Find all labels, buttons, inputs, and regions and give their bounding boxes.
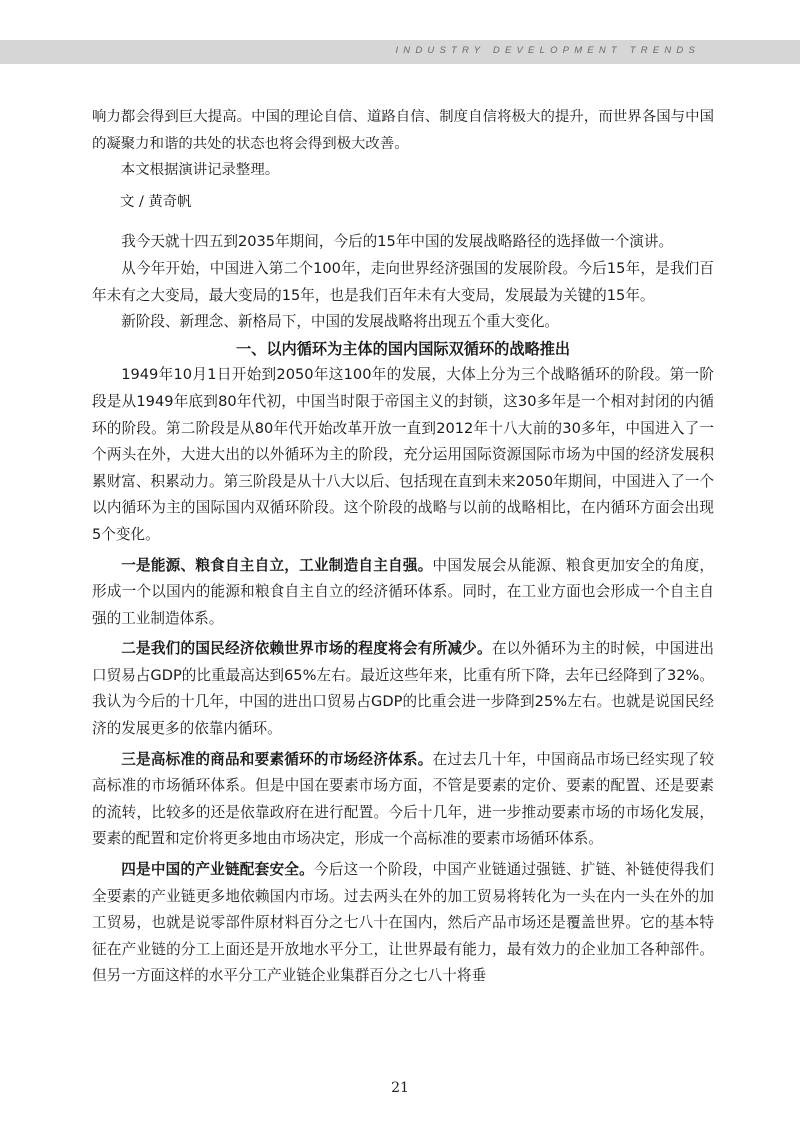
source-note: 本文根据演讲记录整理。 [120, 162, 280, 179]
paragraph-change-3 [92, 747, 714, 853]
change-2-lead: 二是我们的国民经济依赖世界市场的程度将会有所减少。 [121, 640, 492, 658]
change-3-lead: 三是高标准的商品和要素循环的市场经济体系。 [121, 750, 433, 768]
change-3-text: 在过去几十年，中国商品市场已经实现了较高标准的市场循环体系。但是中国在要素市场方面，不管是要素的定价、要素的配置、还是要素的流转，比较多的还是依靠政府在进行配置。今后十几年，进一步推动要素市场的市场化发展，要素的配置和定价将更多地由市场决定，形成一个高标准的要素市场循环体系。 [92, 750, 714, 848]
change-1-lead: 一是能源、粮食自主自立，工业制造自主自强。 [121, 556, 433, 574]
change-2-text: 在以外循环为主的时候，中国进出口贸易占GDP的比重最高达到65%左右。最近这些年来，比重有所下降，去年已经降到了32%。我认为今后的十几年，中国的进出口贸易占GDP的比重会进一步降到25%左右。也就是说国民经济的发展更多的依靠内循环。 [92, 640, 714, 738]
running-title: INDUSTRY DEVELOPMENT TRENDS [395, 45, 700, 56]
change-1-text: 中国发展会从能源、粮食更加安全的角度，形成一个以国内的能源和粮食自主自立的经济循环体系。同时，在工业方面也会形成一个自主自强的工业制造体系。 [92, 556, 714, 627]
paragraph-change-2 [92, 636, 714, 742]
paragraph-change-1 [92, 553, 714, 633]
section-heading: 一、以内循环为主体的国内国际双循环的战略推出 [235, 339, 571, 358]
paragraph-change-4 [92, 857, 714, 990]
article-body [92, 104, 714, 990]
paragraph-new-century: 从今年开始，中国进入第二个100年，走向世界经济强国的发展阶段。今后15年，是我们百年未有之大变局，最大变局的15年，也是我们百年未有大变局，发展最为关键的15年。 [92, 259, 714, 304]
paragraph-five-changes: 新阶段、新理念、新格局下，中国的发展战略将出现五个重大变化。 [121, 313, 560, 331]
paragraph-opening: 我今天就十四五到2035年期间，今后的15年中国的发展战略路径的选择做一个演讲。 [121, 233, 674, 251]
intro-closing-paragraph: 响力都会得到巨大提高。中国的理论自信、道路自信、制度自信将极大的提升，而世界各国与中国的凝聚力和谐的共处的状态也将会得到极大改善。 [92, 109, 714, 152]
page-number: 21 [391, 1080, 409, 1096]
paragraph-three-stages: 1949年10月1日开始到2050年这100年的发展，大体上分为三个战略循环的阶段。第一阶段是从1949年底到80年代初，中国当时限于帝国主义的封锁，这30多年是一个相对封闭的内循环的阶段。第二阶段是从80年代开始改革开放一直到2012年十八大前的30多年，中国进入了一个两头在外，大进大出的以外循环为主的阶段，充分运用国际资源国际市场为中国的经济发展积累财富、积累动力。第三阶段是从十八大以后、包括现在直到未来2050年期间，中国进入了一个以内循环为主的国际国内双循环阶段。这个阶段的战略与以前的战略相比，在内循环方面会出现5个变化。 [92, 366, 714, 543]
author-byline: 文 / 黄奇帆 [120, 193, 192, 210]
change-4-lead: 四是中国的产业链配套安全。 [121, 861, 314, 879]
change-4-text: 今后这一个阶段，中国产业链通过强链、扩链、补链使得我们全要素的产业链更多地依赖国内市场。过去两头在外的加工贸易将转化为一头在内一头在外的加工贸易，也就是说零部件原材料百分之七八十在国内，然后产品市场还是覆盖世界。它的基本特征在产业链的分工上面还是开放地水平分工，让世界最有能力，最有效力的企业加工各种部件。但另一方面这样的水平分工产业链企业集群百分之七八十将垂 [92, 861, 714, 985]
